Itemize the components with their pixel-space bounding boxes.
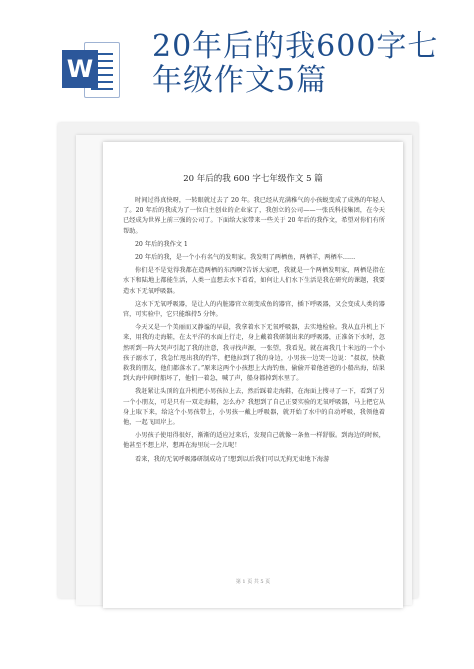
paragraph: 20 年后的我作文 1 (135, 240, 188, 248)
page-indicator: 第 1 页 共 5 页 (235, 579, 271, 585)
paragraph: 时间过得真快呀，一转眼就过去了 20 年。我已经从充满稚气的小孩蜕变成了成熟的年轻人了。20 年后的我成为了一位自主创业的企业家了，我创立的公司——一张氏科技集团，在今天已经成为世界上前三强的公司了。下面给大家带来一些关于 20 年后的我作文，希望对你们有所帮助。 (123, 197, 385, 235)
paragraph: 你们是不是觉得我都在造两栖的东西啊?告诉大家吧，我就是一个两栖发明家，两栖是指在水下和陆地上都能生活，人类一直想去水下看看，如何让人们水下生活是我在研究的课题，我要造水下无氧呼吸器。 (123, 267, 385, 295)
paragraph: 今天又是一个美丽而又静谧的早晨，我拿着水下无氧呼吸器，去实地检验。我从直升机上下来，用我的走海鞋，在太平洋的水面上行走，身上戴着我研制出来的呼吸器，正准备下水时，忽然听到一阵大哭声引起了我的注意，我寻找声源，一张望，我看见，就在离我几十米远的一个小孩子溺水了，我急忙甩出我的钓竿，把他拉到了我的身边，小男孩一边哭一边说：“叔叔，快救救我的朋友，他们都落水了。”原来这两个小孩想上大海钓鱼，偷偷开着他爸爸的小船出海，结果到大海中间时船坏了，他们一着急，喊了声，船身都掉到水里了。 (123, 324, 385, 383)
header (0, 0, 474, 120)
paragraph: 小男孩子使用得很好，渐渐的适应过来后，发现自己就像一条鱼一样舒服。到海边的时候，他甚至不想上岸，想再在海里玩一会儿呢！ (123, 432, 385, 450)
paragraph: 看来，我的无氧呼吸器研制成功了!想到以后我们可以无拘无束地下海游 (135, 455, 330, 463)
document-body (123, 196, 385, 465)
page-title: 20年后的我600字七年级作文5篇 (152, 29, 439, 98)
paragraph: 我赶紧让头顶的直升机把小男孩拉上去，然后踩着走海鞋，在海面上搜寻了一下，看到了另一个小朋友，可是只有一双走海鞋，怎么办？我想到了自己正要实验的无氧呼吸器，马上把它从身上取下来，给这个小男孩带上，小男孩一戴上呼吸器，就开始了水中的自动呼吸，我领他着他，一起飞回岸上。 (123, 388, 385, 427)
document-title: 20 年后的我 600 字七年级作文 5 篇 (183, 174, 323, 184)
document-page (103, 142, 403, 608)
paragraph: 这水下无氧呼吸器，是让人的内脏器官立刻变成鱼的器官，插下呼吸器，又会变成人类的器官，可实验中，它只能维持5 分钟。 (123, 300, 385, 319)
word-document-icon (62, 38, 120, 100)
paragraph: 20 年后的我，是一个小有名气的发明家。我发明了两栖鱼，两栖羊，两栖车…… (135, 254, 356, 262)
word-letter: W (62, 50, 98, 88)
